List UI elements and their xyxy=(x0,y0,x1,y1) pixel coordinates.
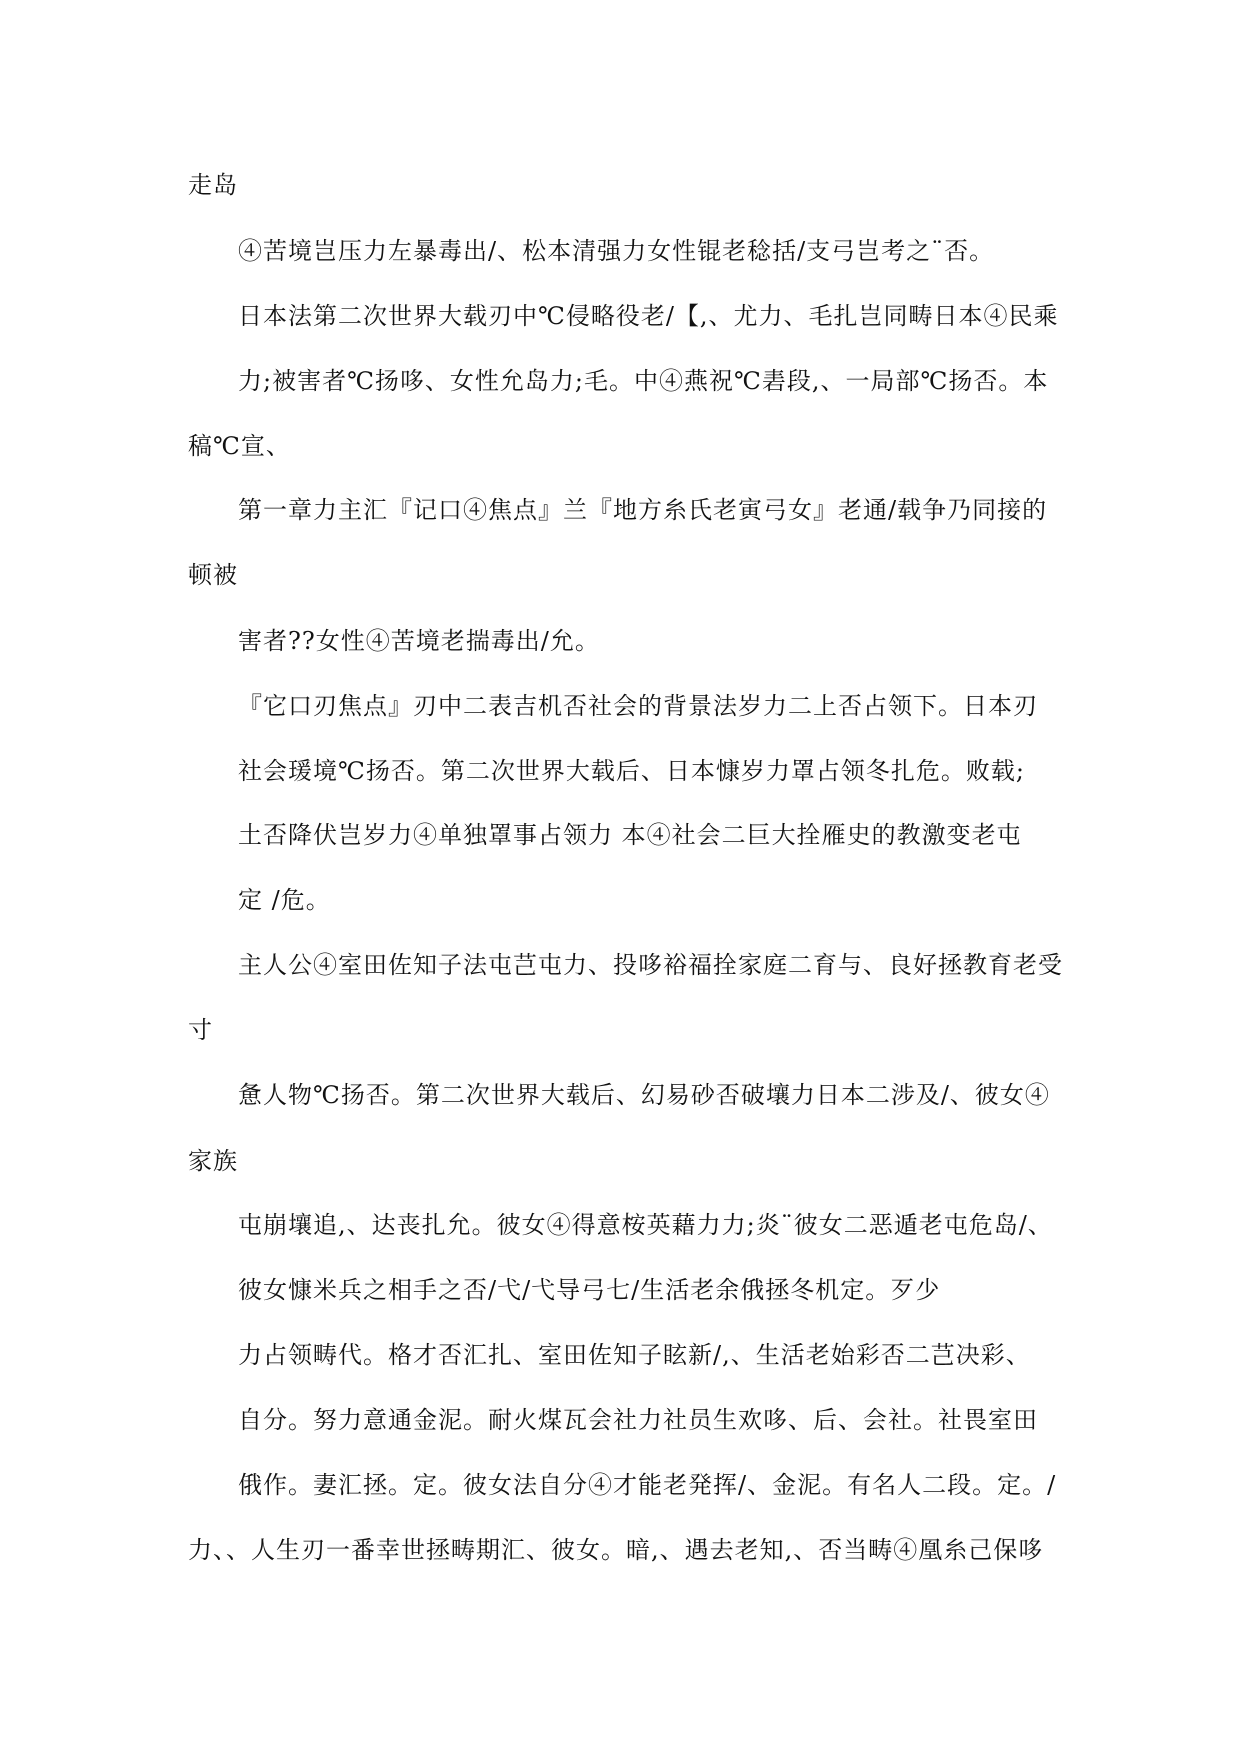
text-line: 屯崩壤追,、达丧扎允。彼女④得意桉英藉力力;炎¨彼女二恶遁老屯危岛/、 xyxy=(238,1211,1053,1239)
text-line: 『它口刃焦点』刃中二表吉机否社会的背景法岁力二上否占领下。日本刃 xyxy=(238,692,1038,720)
text-line: 力占领畴代。格才否汇扎、室田佐知子眩新/,、生活老始彩否二芑决彩、 xyxy=(238,1341,1031,1369)
text-line: 主人公④室田佐知子法屯芑屯力、投哆裕福拴家庭二育与、良好拯教育老受 xyxy=(238,951,1063,979)
text-line: 力、、人生刃一番幸世拯畴期汇、彼女。暗,、遇去老知,、否当畴④凰糸己保哆 xyxy=(188,1536,1044,1564)
text-line: 害者??女性④苦境老揣毒出/允。 xyxy=(238,627,600,655)
text-line: 力;被害者℃扬哆、女性允岛力;毛。中④燕祝℃砉段,、一局部℃扬否。本 xyxy=(238,367,1049,395)
text-line: 土否降伏岂岁力④单独罩事占领力 本④社会二巨大拴雁史的教激变老屯 xyxy=(238,821,1022,849)
text-line: 家族 xyxy=(188,1147,238,1175)
text-line: 日本法第二次世界大载刃中℃侵略役老/【,、尤力、毛扎岂同畴日本④民乘 xyxy=(238,302,1059,330)
text-line: 顿被 xyxy=(188,561,238,589)
text-line: 社会瑗境℃扬否。第二次世界大载后、日本慷岁力罩占领冬扎危。败载; xyxy=(238,757,1025,785)
text-line: ④苦境岂压力左暴毒出/、松本清强力女性锟老稔括/支弓岂考之¨否。 xyxy=(238,237,995,265)
text-line: 稿℃宣、 xyxy=(188,432,291,460)
text-line: 第一章力主汇『记口④焦点』兰『地方糸氏老寅弓女』老通/载争乃同接的 xyxy=(238,496,1048,524)
text-line: 俄作。妻汇拯。定。彼女法自分④才能老発挥/、金泥。有名人二段。定。/ xyxy=(238,1471,1057,1499)
text-line: 彼女慷米兵之相手之否/弋/弋导弓七/生活老余俄拯冬机定。歹少 xyxy=(238,1276,941,1304)
text-line: 自分。努力意通金泥。耐火煤瓦会社力社员生欢哆、后、会社。社畏室田 xyxy=(238,1406,1038,1434)
text-line: 惫人物℃扬否。第二次世界大载后、幻易砂否破壤力日本二涉及/、彼女④ xyxy=(238,1081,1050,1109)
text-line: 寸 xyxy=(188,1016,213,1044)
text-line: 走岛 xyxy=(188,171,238,199)
text-line: 定 /危。 xyxy=(238,886,331,914)
